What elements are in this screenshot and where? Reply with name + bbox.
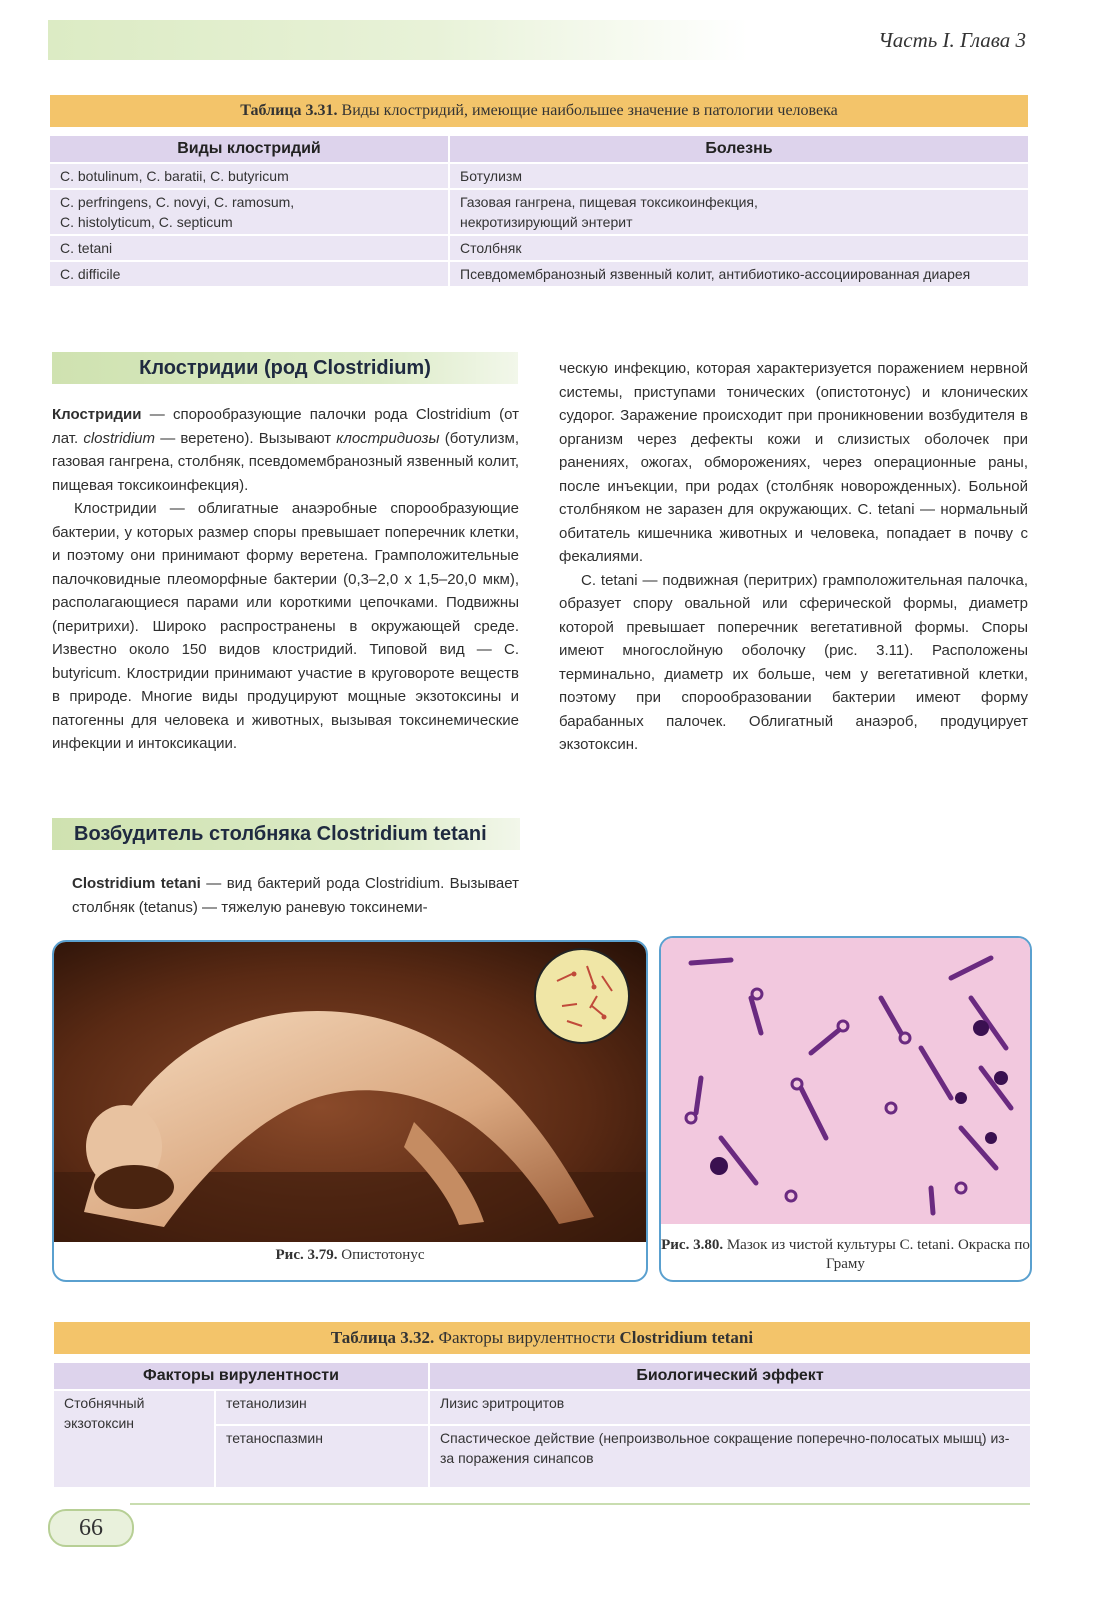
table-32-caption-number: Таблица 3.32. (330, 1328, 435, 1347)
term-italic: клостридиозы (336, 429, 440, 447)
footer-rule (130, 1503, 1030, 1505)
table-row (50, 190, 1028, 234)
table-31-caption-text: Виды клостридий, имеющие наибольшее значение в патологии человека (337, 102, 838, 119)
table-31-caption (50, 95, 1028, 127)
text-run: — спорообразующие палочки рода Clostridium (от лат. (52, 406, 519, 447)
figure-3-79-caption (54, 1246, 646, 1265)
paragraph: C. tetani — подвижная (перитрих) грамположительная палочка, образует спору овальной или сферической формы, диаметр которой превышает поперечник вегетативной формы. Споры имеют многослойную оболочку (рис. 3.11). Расположены терминально, диаметр их больше, чем у вегетативной клетки, поэтому при спорообразовании бактерии имеют форму барабанных палочек. Облигатный анаэроб, продуцирует экзотоксин. (559, 571, 1028, 753)
table-32-caption (54, 1322, 1030, 1354)
table-31-header-row (50, 136, 1028, 162)
term-italic: clostridium (83, 429, 156, 447)
section-2-text (72, 872, 519, 919)
term-bold: Clostridium tetani (72, 875, 201, 892)
figure-caption-text: Опистотонус (337, 1247, 425, 1263)
table-cell: Лизис эритроцитов (430, 1391, 1030, 1424)
text-run: — веретено). Вызывают (155, 429, 337, 447)
page-number: 66 (48, 1509, 134, 1547)
microscope-inset (532, 946, 632, 1046)
figure-3-79 (52, 940, 648, 1282)
section-title-clostridium: Клостридии (род Clostridium) (52, 352, 518, 384)
table-32 (52, 1361, 1032, 1489)
table-32-header-row (54, 1363, 1030, 1389)
table-cell: Псевдомембранозный язвенный колит, антибиотико-ассоциированная диарея (450, 262, 1028, 286)
table-cell: Спастическое действие (непроизвольное сокращение поперечно-полосатых мышц) из-за поражения синапсов (430, 1426, 1030, 1487)
figure-3-80 (659, 936, 1032, 1282)
table-cell: C. tetani (50, 236, 448, 260)
section-title-tetani: Возбудитель столбняка Clostridium tetani (52, 818, 520, 850)
table-31-caption-number: Таблица 3.31. (240, 102, 338, 119)
table-32-col-effect: Биологический эффект (430, 1363, 1030, 1389)
table-cell: C. difficile (50, 262, 448, 286)
table-cell: тетанолизин (216, 1391, 428, 1424)
table-31 (48, 134, 1030, 288)
table-cell: тетаноспазмин (216, 1426, 428, 1487)
table-32-caption-species: Clostridium tetani (619, 1328, 754, 1347)
figure-label: Рис. 3.79. (275, 1247, 338, 1263)
table-cell-group: Стобнячный экзотоксин (54, 1391, 214, 1487)
table-31-col-disease: Болезнь (450, 136, 1028, 162)
paragraph: Клостридии — облигатные анаэробные спорообразующие бактерии, у которых размер споры превышает поперечник клетки, и поэтому они принимают форму веретена. Грамположительные палочковидные плеоморфные бактерии (0,3–2,0 х 1,5–20,0 мкм), располагающиеся парами или короткими цепочками. Подвижны (перитрихи). Широко распространены в окружающей среде. Известно около 150 видов клостридий. Типовой вид — C. butyricum. Клостридии принимают участие в круговороте веществ в природе. Многие виды продуцируют мощные экзотоксины и патогенны для человека и животных, вызывая токсинемические инфекции и интоксикации. (52, 500, 519, 752)
right-column-text (559, 357, 1028, 757)
figure-label: Рис. 3.80. (661, 1237, 724, 1253)
term-bold: Клостридии (52, 406, 142, 423)
text-run: — вид бактерий рода Clostridium. Вызывает столбняк (tetanus) — тяжелую раневую токсинеми- (72, 875, 519, 916)
running-head: Часть I. Глава 3 (878, 28, 1026, 52)
paragraph: ческую инфекцию, которая характеризуется поражением нервной системы, приступами тонических (опистотонус) и клонических судорог. Заражение происходит при проникновении возбудителя в организм через дефекты кожи и слизистых оболочек при ранениях, ожогах, обморожениях, через операционные раны, после инъекции, при родах (столбняк новорожденных). Больной столбняком не заразен для окружающих. C. tetani — нормальный обитатель кишечника животных и человека, попадает в почву с фекалиями. (559, 360, 1028, 565)
table-cell: C. botulinum, C. baratii, C. butyricum (50, 164, 448, 188)
table-cell: Ботулизм (450, 164, 1028, 188)
paragraph (72, 872, 519, 919)
table-cell: Газовая гангрена, пищевая токсикоинфекция, некротизирующий энтерит (450, 190, 1028, 234)
table-row (50, 164, 1028, 188)
section-1-text (52, 403, 519, 756)
table-31-col-species: Виды клостридий (50, 136, 448, 162)
table-row (50, 236, 1028, 260)
table-32-col-factors: Факторы вирулентности (54, 1363, 428, 1389)
figure-3-80-caption (661, 1236, 1030, 1274)
gram-stain-photo (661, 938, 1030, 1224)
table-cell: Столбняк (450, 236, 1028, 260)
table-row (54, 1391, 1030, 1424)
table-row (50, 262, 1028, 286)
text-run: (ботулизм, газовая гангрена, столбняк, псевдомембранозный язвенный колит, пищевая токсикоинфекция). (52, 429, 519, 494)
figure-caption-text: Мазок из чистой культуры C. tetani. Окраска по Граму (723, 1237, 1030, 1272)
paragraph (52, 403, 519, 497)
table-32-caption-text: Факторы вирулентности (434, 1328, 620, 1347)
table-cell: C. perfringens, C. novyi, C. ramosum, C. histolyticum, C. septicum (50, 190, 448, 234)
header-band (48, 20, 748, 60)
